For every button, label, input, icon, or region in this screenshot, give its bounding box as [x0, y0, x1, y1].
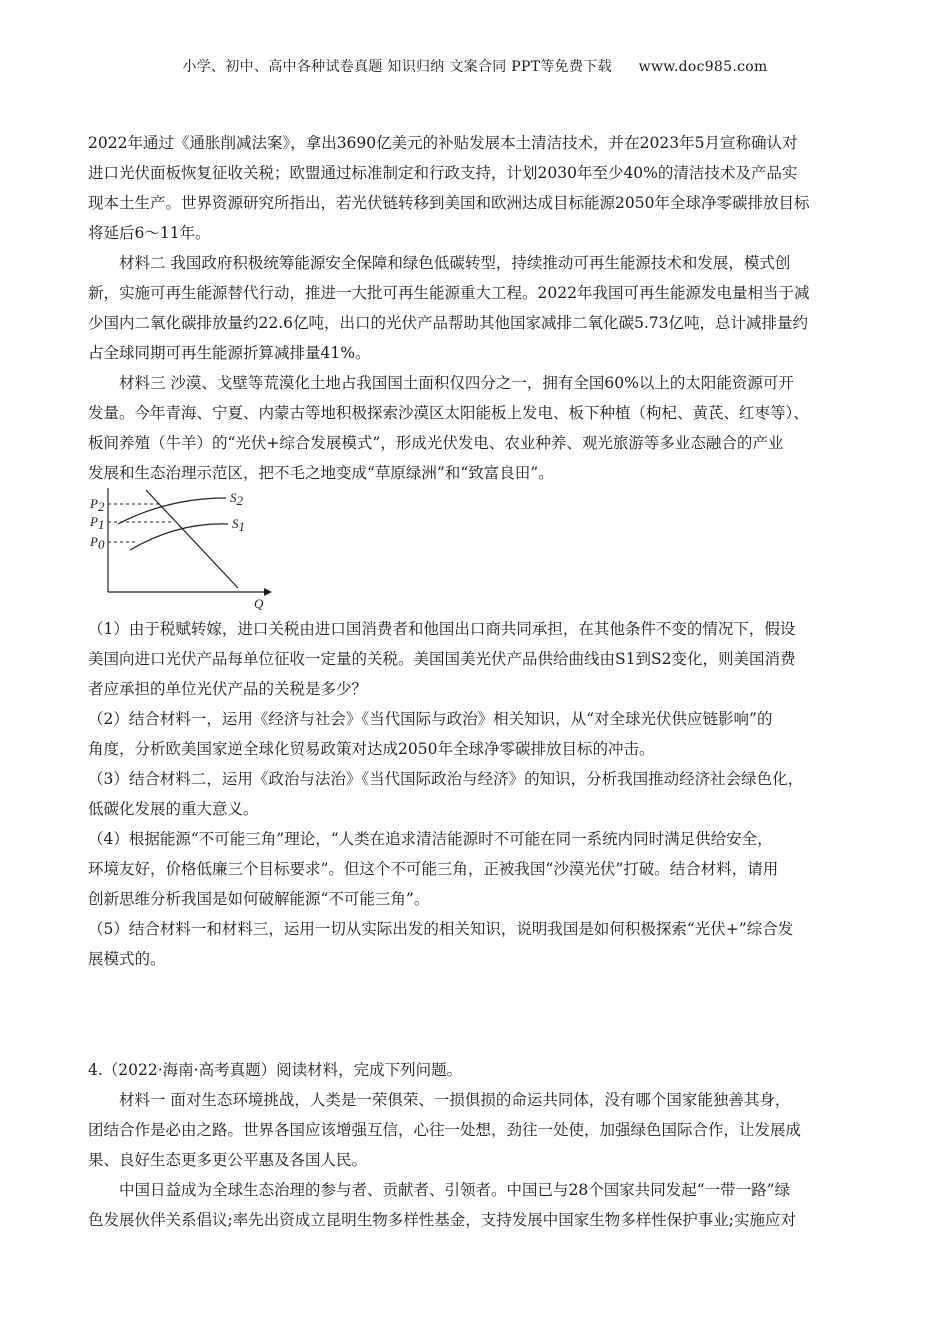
material-block: [88, 128, 868, 488]
q4-material1-line: 团结合作是必由之路。世界各国应该增强互信，心往一处想，劲往一处使，加强绿色国际合作，让发展成: [88, 1121, 802, 1139]
question-line: 环境友好，价格低廉三个目标要求”。但这个不可能三角，正被我国“沙漠光伏”打破。结合材料，请用: [88, 860, 779, 878]
question-line: （3）结合材料二，运用《政治与法治》《当代国际政治与经济》的知识，分析我国推动经济社会绿色化，: [88, 770, 804, 788]
material2-line: 占全球同期可再生能源折算减排量41%。: [88, 344, 371, 362]
supply-demand-graph: [88, 484, 288, 612]
header-text: 小学、初中、高中各种试卷真题 知识归纳 文案合同 PPT等免费下载: [182, 59, 612, 75]
material2-line: 少国内二氧化碳排放量约22.6亿吨，出口的光伏产品帮助其他国家减排二氧化碳5.73亿吨，总计减排量约: [88, 314, 809, 332]
question-line: 低碳化发展的重大意义。: [88, 800, 259, 818]
label-q: Q: [254, 596, 264, 611]
graph-svg: [88, 484, 288, 612]
material3-line: 发展和生态治理示范区，把不毛之地变成“草原绿洲”和“致富良田”。: [88, 464, 554, 482]
q4-material1b-line: 中国日益成为全球生态治理的参与者、贡献者、引领者。中国已与28个国家共同发起“一带一路”绿: [119, 1181, 791, 1199]
question-line: （4）根据能源“不可能三角”理论，“人类在追求清洁能源时不可能在同一系统内同时满足供给安全，: [88, 830, 773, 848]
q4-material1-line: 果、良好生态更多更公平惠及各国人民。: [88, 1151, 368, 1169]
question-line: （5）结合材料一和材料三，运用一切从实际出发的相关知识，说明我国是如何积极探索“光伏+”综合发: [88, 920, 794, 938]
q4-material1-line: 材料一 面对生态环境挑战，人类是一荣俱荣、一损俱损的命运共同体，没有哪个国家能独善其身，: [119, 1091, 791, 1109]
label-s1: S1: [232, 516, 245, 534]
page-header: [0, 56, 950, 76]
question-line: （1）由于税赋转嫁，进口关税由进口国消费者和他国出口商共同承担，在其他条件不变的情况下，假设: [88, 620, 796, 638]
material1-line: 2022年通过《通胀削减法案》，拿出3690亿美元的补贴发展本土清洁技术，并在2023年5月宣称确认对: [88, 134, 798, 152]
material2-line: 材料二 我国政府积极统筹能源安全保障和绿色低碳转型，持续推动可再生能源技术和发展，模式创: [119, 254, 791, 272]
question4-block: [88, 1055, 868, 1235]
question-line: 展模式的。: [88, 950, 166, 968]
question4-title: 4.（2022·海南·高考真题）阅读材料，完成下列问题。: [88, 1061, 463, 1079]
question-line: 角度，分析欧美国家逆全球化贸易政策对达成2050年全球净零碳排放目标的冲击。: [88, 740, 655, 758]
label-p1: P1: [90, 514, 105, 532]
material3-line: 材料三 沙漠、戈壁等荒漠化土地占我国国土面积仅四分之一，拥有全国60%以上的太阳能资源可开: [119, 374, 794, 392]
question-line: 美国向进口光伏产品每单位征收一定量的关税。美国国美光伏产品供给曲线由S1到S2变化，则美国消费: [88, 650, 796, 668]
header-site-link[interactable]: www.doc985.com: [638, 59, 768, 75]
questions-block: [88, 614, 868, 974]
material3-line: 板间养殖（牛羊）的“光伏+综合发展模式”，形成光伏发电、农业种养、观光旅游等多业态融合的产业: [88, 434, 784, 452]
supply-curve-s1: [130, 524, 228, 550]
label-p0: P0: [90, 534, 105, 552]
label-s2: S2: [230, 490, 243, 508]
question-line: 创新思维分析我国是如何破解能源“不可能三角”。: [88, 890, 430, 908]
supply-curve-s2: [118, 498, 226, 524]
label-p2: P2: [90, 496, 105, 514]
question-line: （2）结合材料一，运用《经济与社会》《当代国际与政治》相关知识，从“对全球光伏供应链影响”的: [88, 710, 773, 728]
material2-line: 新，实施可再生能源替代行动，推进一大批可再生能源重大工程。2022年我国可再生能源发电量相当于减: [88, 284, 810, 302]
demand-curve: [146, 490, 238, 588]
q4-material1b-line: 色发展伙伴关系倡议;率先出资成立昆明生物多样性基金，支持发展中国家生物多样性保护事业;实施应对: [88, 1211, 796, 1229]
x-axis-arrow-icon: [264, 588, 272, 596]
material1-line: 现本土生产。世界资源研究所指出，若光伏链转移到美国和欧洲达成目标能源2050年全球净零碳排放目标: [88, 194, 810, 212]
material1-line: 将延后6～11年。: [88, 224, 211, 242]
material3-line: 发量。今年青海、宁夏、内蒙古等地积极探索沙漠区太阳能板上发电、板下种植（枸杞、黄芪、红枣等）、: [88, 404, 809, 422]
question-line: 者应承担的单位光伏产品的关税是多少？: [88, 680, 368, 698]
material1-line: 进口光伏面板恢复征收关税；欧盟通过标准制定和行政支持，计划2030年至少40%的清洁技术及产品实: [88, 164, 798, 182]
